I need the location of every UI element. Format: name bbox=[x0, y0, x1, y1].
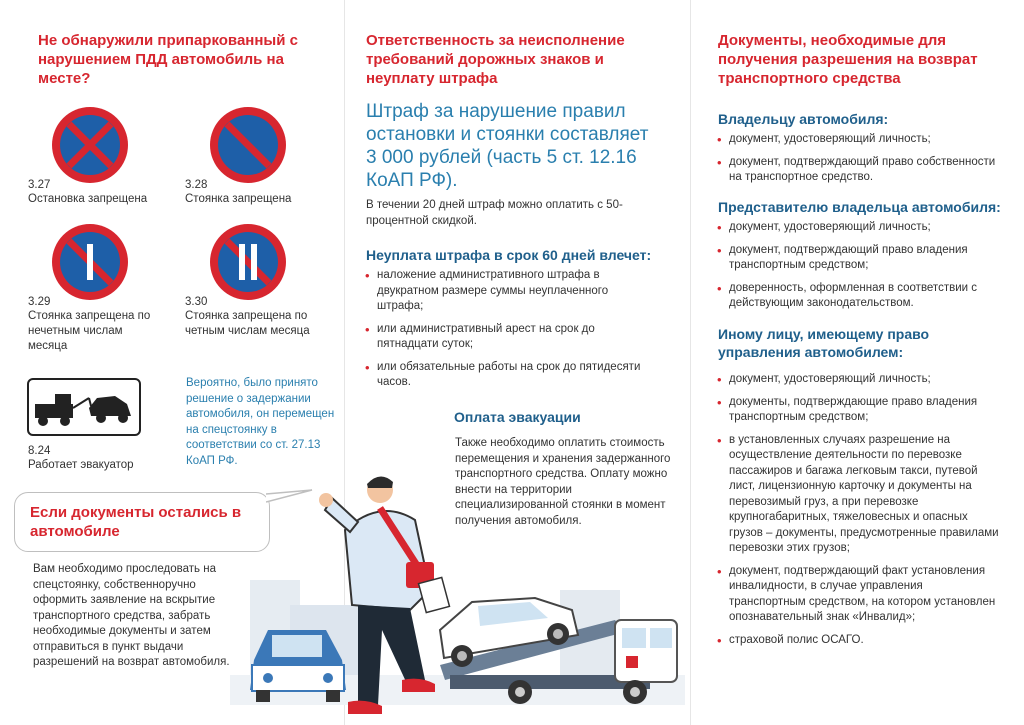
sign-no-parking-odd-days-icon bbox=[50, 222, 130, 302]
sign-label: Остановка запрещена bbox=[28, 193, 148, 205]
sign-label: Стоянка запрещена bbox=[185, 193, 292, 205]
list-item: • в установленных случаях разрешение на осуществление деятельности по перевозке пассажиров и багажа легковым такси, путевой лист, лицензионную карточку и документы на перевозимый груз, а при перевозке крупногабаритных, тяжеловесных и опасных грузов – документы, предусмотренные правилами перевозки этих грузов; bbox=[717, 433, 1002, 557]
list-item: • документ, подтверждающий право собственности на транспортное средство. bbox=[717, 155, 1002, 186]
col3-heading: Документы, необходимые для получения разрешения на возврат транспортного средства bbox=[718, 32, 978, 87]
sign-no-parking-icon bbox=[208, 105, 288, 185]
list-item: • страховой полис ОСАГО. bbox=[717, 633, 1002, 649]
list-item: • документ, подтверждающий факт установления инвалидности, в случае управления транспортным средством, на котором установлен опознавательный знак «Инвалид»; bbox=[717, 564, 1002, 626]
sign-no-parking-even-days-icon bbox=[208, 222, 288, 302]
sign-code: 3.30 bbox=[185, 296, 208, 308]
list-item: • или административный арест на срок до пятнадцати суток; bbox=[365, 322, 655, 353]
sign-code: 3.27 bbox=[28, 179, 51, 191]
other-list bbox=[717, 372, 1002, 655]
sign-label: Работает эвакуатор bbox=[28, 459, 134, 471]
col1-heading: Не обнаружили припаркованный с нарушением ПДД автомобиль на месте? bbox=[38, 32, 298, 87]
list-item: • или обязательные работы на срок до пятидесяти часов. bbox=[365, 360, 655, 391]
list-item: • наложение административного штрафа в двукратном размере суммы неуплаченного штрафа; bbox=[365, 268, 655, 315]
other-heading: Иному лицу, имеющему право управления автомобилем: bbox=[718, 326, 930, 360]
list-item: • документ, удостоверяющий личность; bbox=[717, 220, 1002, 236]
tow-scene-illustration bbox=[230, 470, 685, 720]
sign-no-stopping-icon bbox=[50, 105, 130, 185]
list-item: • документ, удостоверяющий личность; bbox=[717, 372, 1002, 388]
list-item: • документ, удостоверяющий личность; bbox=[717, 132, 1002, 148]
sign-label: Стоянка запрещена по нечетным числам месяца bbox=[28, 310, 151, 352]
sign-code: 8.24 bbox=[28, 445, 51, 457]
sign-tow-truck-icon bbox=[27, 378, 141, 436]
tow-note: Вероятно, было принято решение о задержании автомобиля, он перемещен на спецстоянку в соответствии со ст. 27.13 КоАП РФ. bbox=[186, 377, 335, 467]
fine-amount: Штраф за нарушение правил остановки и стоянки составляет 3 000 рублей (часть 5 ст. 12.16 КоАП РФ). bbox=[366, 101, 649, 191]
nonpay-list bbox=[365, 268, 655, 398]
discount-note: В течении 20 дней штраф можно оплатить с 50-процентной скидкой. bbox=[366, 199, 623, 227]
sign-label: Стоянка запрещена по четным числам месяца bbox=[185, 310, 310, 337]
rep-heading: Представителю владельца автомобиля: bbox=[718, 199, 1001, 215]
list-item: • доверенность, оформленная в соответствии с действующим законодательством. bbox=[717, 281, 1002, 312]
list-item: • документы, подтверждающие право владения транспортным средством; bbox=[717, 395, 1002, 426]
sign-code: 3.29 bbox=[28, 296, 51, 308]
sign-code: 3.28 bbox=[185, 179, 208, 191]
nonpay-heading: Неуплата штрафа в срок 60 дней влечет: bbox=[366, 247, 652, 263]
evac-text: Также необходимо оплатить стоимость перемещения и хранения задержанного транспортного средства. Оплату можно внести на территории специализированной стоянки в момент получения автомобиля. bbox=[455, 437, 671, 527]
owner-heading: Владельцу автомобиля: bbox=[718, 111, 889, 127]
col2-heading: Ответственность за неисполнение требований дорожных знаков и неуплату штрафа bbox=[366, 32, 625, 87]
rep-list bbox=[717, 220, 1002, 319]
list-item: • документ, подтверждающий право владения транспортным средством; bbox=[717, 243, 1002, 274]
evac-heading: Оплата эвакуации bbox=[454, 409, 581, 425]
documents-text: Вам необходимо проследовать на спецстоянку, собственноручно оформить заявление на вскрытие транспортного средства, забрать необходимые документы и затем отправиться в пункт выдачи разрешений на возврат автомобиля. bbox=[33, 563, 230, 668]
documents-heading: Если документы остались в автомобиле bbox=[30, 504, 242, 540]
owner-list bbox=[717, 132, 1002, 193]
column-divider bbox=[690, 0, 691, 725]
